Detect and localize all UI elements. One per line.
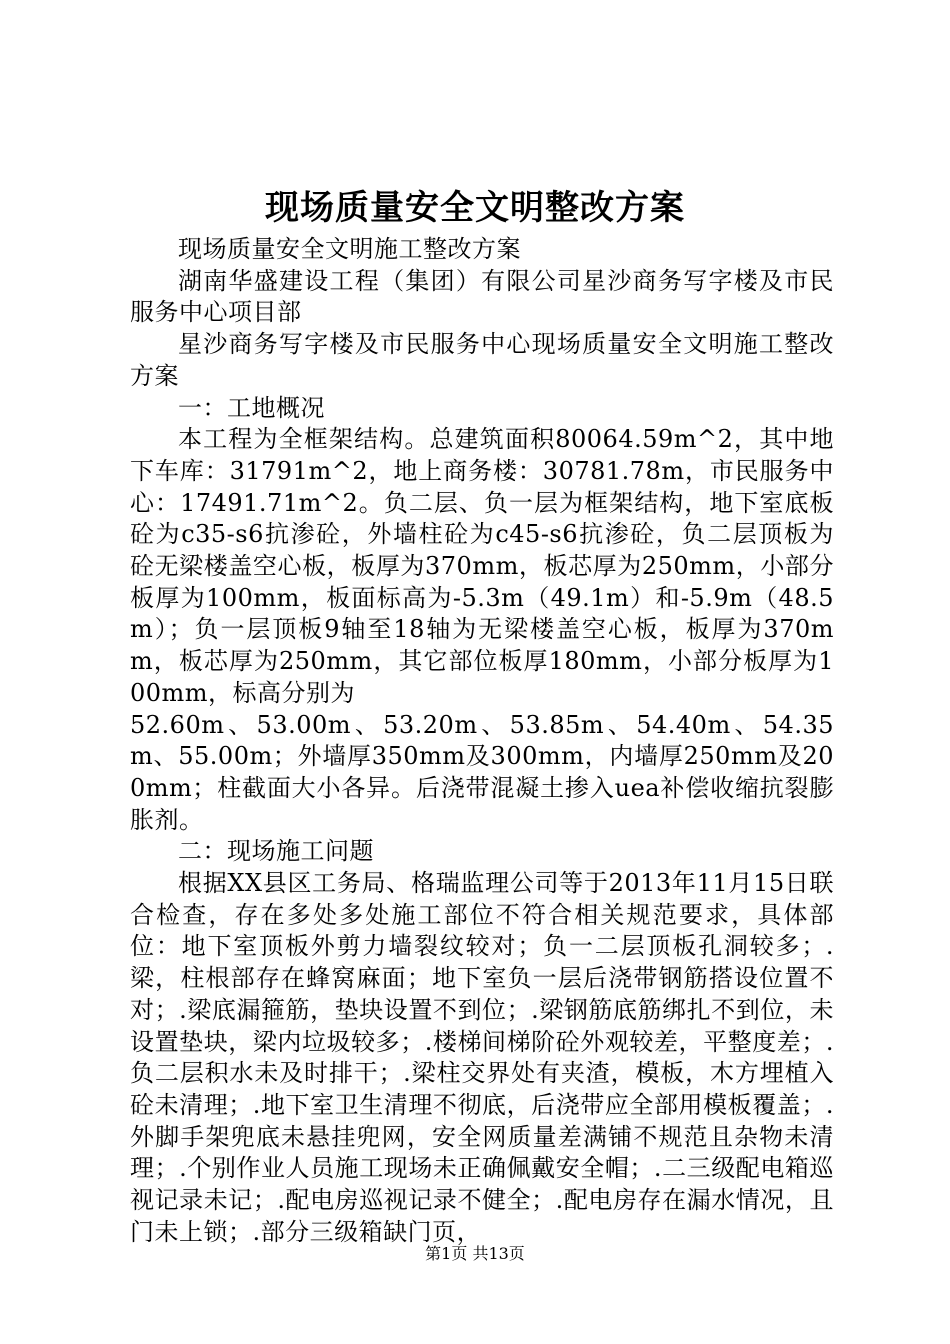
plan-name-paragraph: 星沙商务写字楼及市民服务中心现场质量安全文明施工整改方案: [130, 330, 834, 390]
subtitle-paragraph: 现场质量安全文明施工整改方案: [178, 235, 521, 263]
elevation-paragraph: 52.60m、53.00m、53.20m、53.85m、54.40m、54.35m、55.00m；外墙厚350mm及300mm，内墙厚250mm及200mm；柱截面大小各异。后浇带混凝土掺入uea补偿收缩抗裂膨胀剂。: [130, 710, 834, 834]
document-title: 现场质量安全文明整改方案: [265, 188, 685, 228]
document-body: [130, 234, 834, 1249]
overview-paragraph: 本工程为全框架结构。总建筑面积80064.59m^2，其中地下车库：31791m^2，地上商务楼：30781.78m，市民服务中心：17491.71m^2。负二层、负一层为框架结构，地下室底板砼为c35-s6抗渗砼，外墙柱砼为c45-s6抗渗砼，负二层顶板为砼无梁楼盖空心板，板厚为370mm，板芯厚为250mm，小部分板厚为100mm，板面标高为-5.3m（49.1m）和-5.9m（48.5m）；负一层顶板9轴至18轴为无梁楼盖空心板，板厚为370mm，板芯厚为250mm，其它部位板厚180mm，小部分板厚为100mm，标高分别为: [130, 425, 834, 707]
section-heading-issues: 二：现场施工问题: [178, 837, 374, 866]
page-footer: 第1页 共13页: [425, 1244, 525, 1263]
section-heading-overview: 一：工地概况: [178, 393, 325, 422]
issues-paragraph: 根据XX县区工务局、格瑞监理公司等于2013年11月15日联合检查，存在多处多处施工部位不符合相关规范要求，具体部位：地下室顶板外剪力墙裂纹较对；负一二层顶板孔洞较多；.梁，柱根部存在蜂窝麻面；地下室负一层后浇带钢筋搭设位置不对；.梁底漏箍筋，垫块设置不到位；.梁钢筋底筋绑扎不到位，未设置垫块，梁内垃圾较多；.楼梯间梯阶砼外观较差，平整度差；.负二层积水未及时排干；.梁柱交界处有夹渣，模板，木方埋植入砼未清理；.地下室卫生清理不彻底，后浇带应全部用模板覆盖；.外脚手架兜底未悬挂兜网，安全网质量差满铺不规范且杂物未清理；.个别作业人员施工现场未正确佩戴安全帽；.二三级配电箱巡视记录未记；.配电房巡视记录不健全；.配电房存在漏水情况，且门未上锁；.部分三级箱缺门页，: [130, 869, 834, 1246]
company-paragraph: 湖南华盛建设工程（集团）有限公司星沙商务写字楼及市民服务中心项目部: [130, 266, 834, 327]
